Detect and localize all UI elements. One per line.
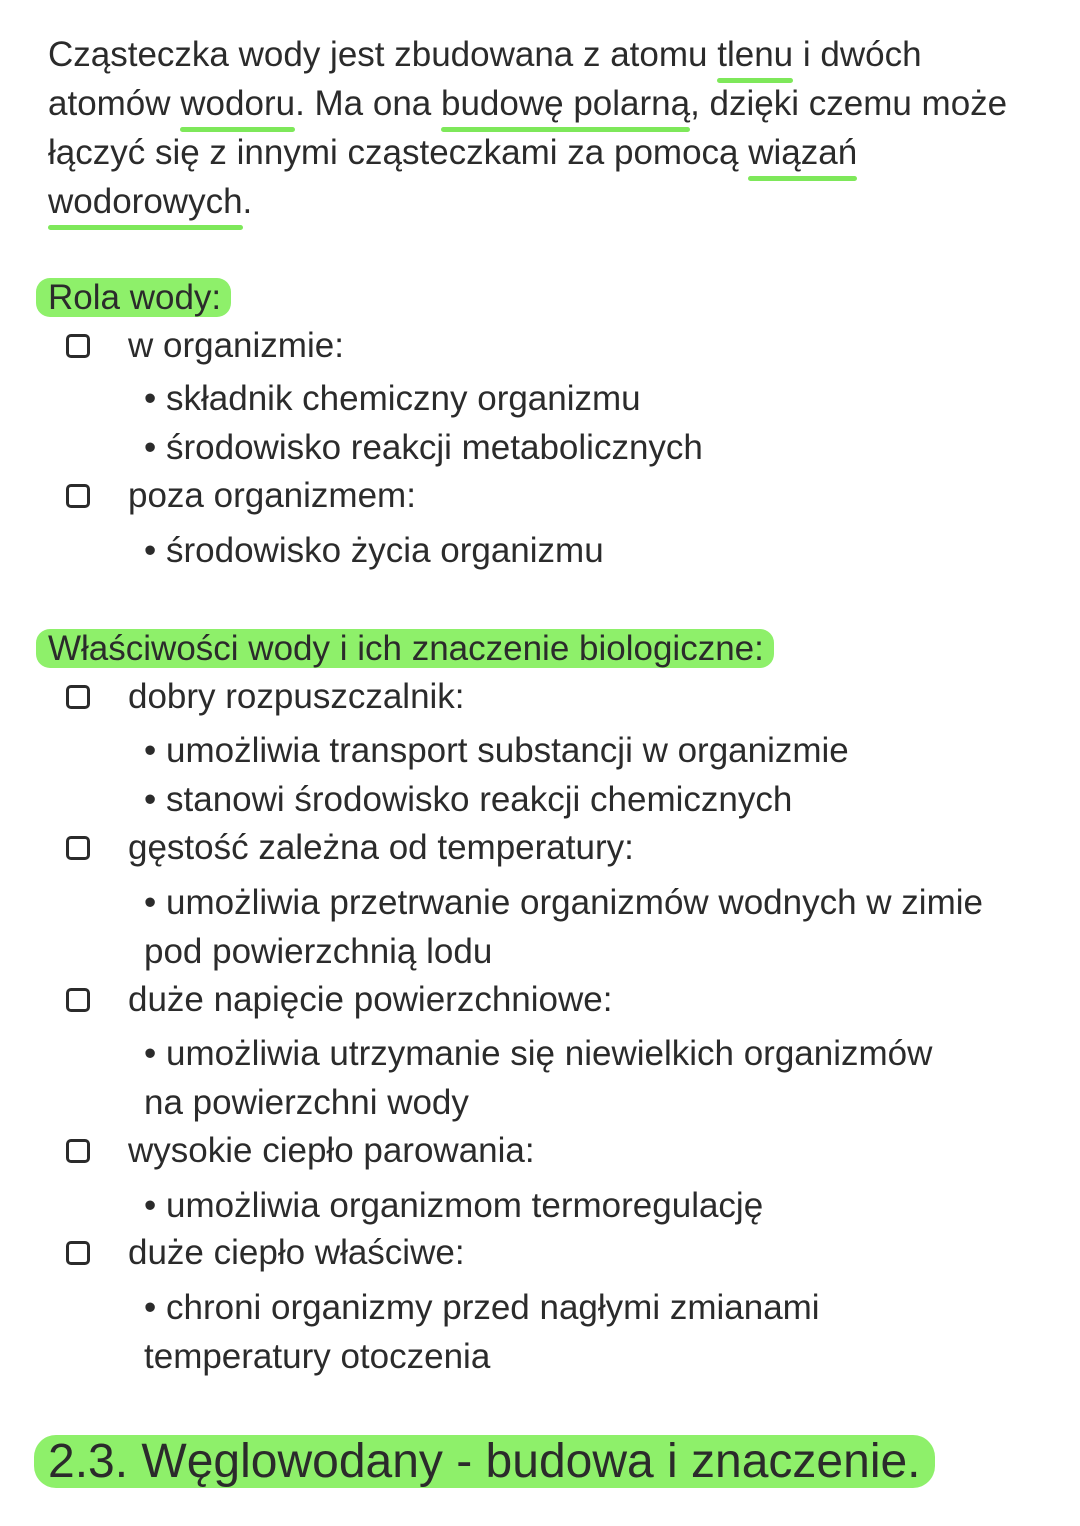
bullet-icon: • <box>144 1288 157 1327</box>
intro-text-2: i dwóch atomów <box>48 35 922 123</box>
next-heading-highlight: 2.3. Węglowodany - budowa i znaczenie. <box>34 1435 935 1488</box>
checkbox-icon <box>66 988 90 1012</box>
list-item-w-organizmie <box>66 322 344 370</box>
checkbox-icon <box>66 1139 90 1163</box>
term-budowe-polarna: budowę polarną <box>441 84 691 123</box>
item-label: duże ciepło właściwe: <box>128 1233 465 1272</box>
bullet-icon: • <box>144 780 157 819</box>
intro-paragraph <box>48 30 1048 226</box>
checkbox-icon <box>66 334 90 358</box>
item-label: dobry rozpuszczalnik: <box>128 677 465 716</box>
list-item-poza-organizmem <box>66 472 416 520</box>
section-heading-rola <box>48 276 231 320</box>
list-item-cieplo-parowania <box>66 1127 535 1175</box>
intro-text-6: . <box>242 182 253 221</box>
bullet-icon: • <box>144 731 157 770</box>
checkbox-icon <box>66 484 90 508</box>
section-heading-wlasciwosci <box>48 627 774 671</box>
checkbox-icon <box>66 685 90 709</box>
sub-item <box>144 726 1044 775</box>
item-label: duże napięcie powierzchniowe: <box>128 980 613 1019</box>
sub-item-text: umożliwia utrzymanie się niewielkich organizmów na powierzchni wody <box>144 1034 933 1122</box>
sub-item <box>144 423 1044 472</box>
sub-item <box>144 878 1034 976</box>
checkbox-icon <box>66 836 90 860</box>
item-label: wysokie ciepło parowania: <box>128 1131 535 1170</box>
bullet-icon: • <box>144 428 157 467</box>
sub-item <box>144 775 1044 824</box>
sub-item-text: umożliwia organizmom termoregulację <box>166 1186 764 1225</box>
item-label: w organizmie: <box>128 326 344 365</box>
intro-text-3: . Ma ona <box>295 84 441 123</box>
bullet-icon: • <box>144 883 157 922</box>
list-item-rozpuszczalnik <box>66 673 465 721</box>
sub-item <box>144 1283 864 1381</box>
bullet-icon: • <box>144 1034 157 1073</box>
bullet-icon: • <box>144 1186 157 1225</box>
item-label: gęstość zależna od temperatury: <box>128 828 634 867</box>
term-tlenu: tlenu <box>717 35 794 74</box>
list-item-gestosc <box>66 824 634 872</box>
sub-item <box>144 526 1044 575</box>
next-section-heading <box>48 1432 935 1492</box>
intro-text-1: Cząsteczka wody jest zbudowana z atomu <box>48 35 718 74</box>
sub-item-text: środowisko życia organizmu <box>166 531 604 570</box>
checkbox-icon <box>66 1241 90 1265</box>
list-item-napiecie <box>66 976 612 1024</box>
sub-item <box>144 1029 974 1127</box>
term-wodorowych: wodorowych <box>48 182 243 221</box>
item-label: poza organizmem: <box>128 476 416 515</box>
intro-text-4: , dzięki czemu może łączyć się z innymi cząsteczkami za pomocą <box>48 84 1008 172</box>
list-item-cieplo-wlasciwe <box>66 1229 465 1277</box>
rola-heading-highlight: Rola wody: <box>36 278 231 317</box>
sub-item <box>144 1181 1044 1230</box>
sub-item-text: umożliwia transport substancji w organizmie <box>166 731 849 770</box>
bullet-icon: • <box>144 379 157 418</box>
sub-item-text: chroni organizmy przed nagłymi zmianami temperatury otoczenia <box>144 1288 820 1376</box>
sub-item-text: umożliwia przetrwanie organizmów wodnych w zimie pod powierzchnią lodu <box>144 883 983 971</box>
sub-item-text: środowisko reakcji metabolicznych <box>166 428 703 467</box>
bullet-icon: • <box>144 531 157 570</box>
wlasciwosci-heading-highlight: Właściwości wody i ich znaczenie biologiczne: <box>36 629 774 668</box>
sub-item-text: stanowi środowisko reakcji chemicznych <box>166 780 793 819</box>
term-wiazan: wiązań <box>748 133 858 172</box>
term-wodoru: wodoru <box>180 84 296 123</box>
sub-item <box>144 374 1044 423</box>
sub-item-text: składnik chemiczny organizmu <box>166 379 641 418</box>
